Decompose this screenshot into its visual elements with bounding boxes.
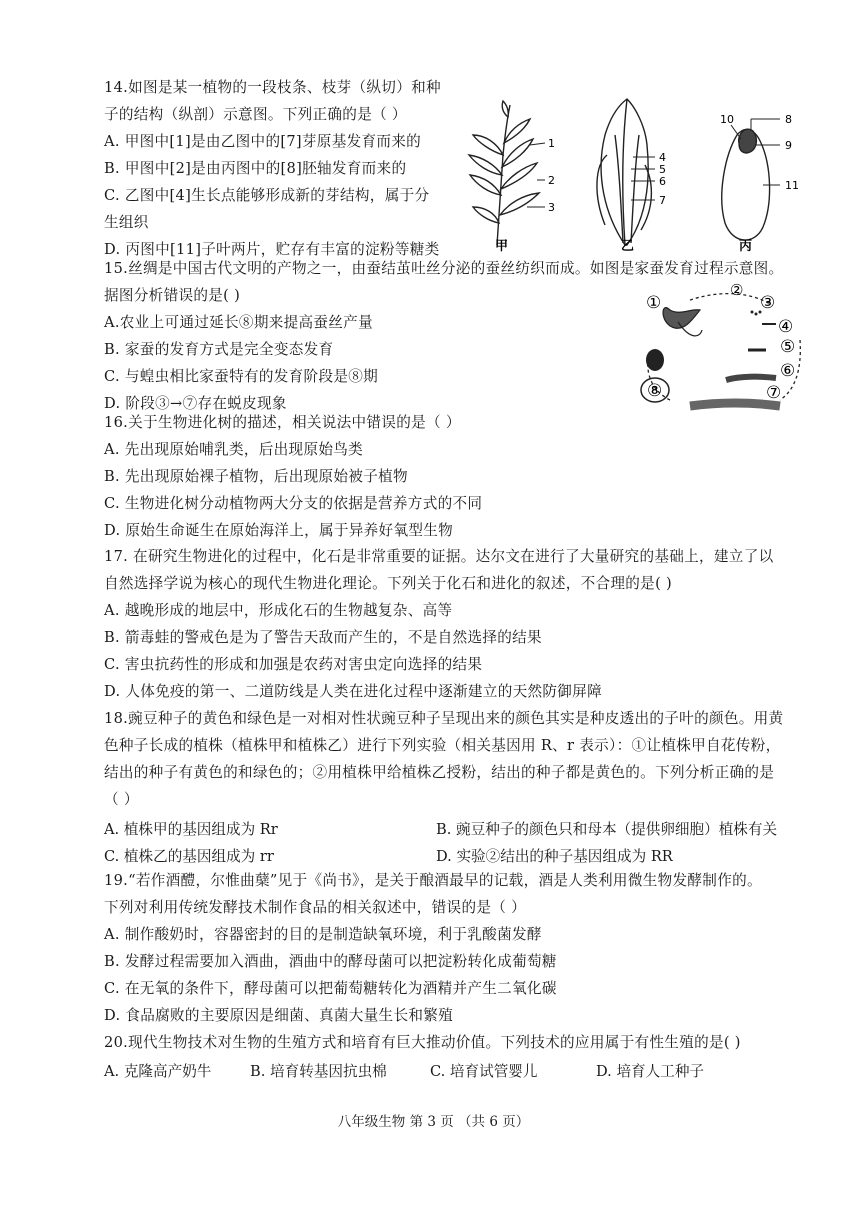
pupa-shape	[646, 349, 664, 371]
q14-figure	[455, 95, 855, 255]
silkworm-lifecycle-svg	[630, 280, 810, 420]
q19-stem-line1: 19.“若作酒醴，尔惟曲蘖”见于《尚书》，是关于酿酒最早的记载，酒是人类利用微生物发酵制作的。	[104, 872, 762, 889]
q20-option-d: D. 培育人工种子	[596, 1063, 705, 1080]
label-8: 8	[785, 113, 792, 126]
q19-stem-line2: 下列对利用传统发酵技术制作食品的相关叙述中，错误的是（ ）	[104, 899, 526, 916]
label-7: 7	[659, 194, 666, 207]
plant-diagram-svg	[455, 95, 855, 255]
label-3: 3	[548, 201, 555, 214]
q18-stem-line4: （ ）	[104, 791, 139, 808]
stage-4-label: ④	[778, 317, 794, 337]
q19-option-a: A. 制作酸奶时，容器密封的目的是制造缺氧环境，利于乳酸菌发酵	[104, 926, 542, 943]
q20-option-b: B. 培育转基因抗虫棉	[250, 1063, 387, 1080]
q15-stem-line1: 15.丝绸是中国古代文明的产物之一，由蚕结茧吐丝分泌的蚕丝纺织而成。如图是家蚕发育过程示意图。	[104, 260, 784, 277]
q15-stem-line2: 据图分析错误的是( )	[104, 287, 241, 304]
q17-option-d: D. 人体免疫的第一、二道防线是人类在进化过程中逐渐建立的天然防御屏障	[104, 683, 602, 700]
bud-section-drawing	[597, 99, 655, 245]
moth-drawing	[663, 308, 702, 336]
q17-stem-line1: 17. 在研究生物进化的过程中，化石是非常重要的证据。达尔文在进行了大量研究的基础上，建立了以	[104, 548, 774, 565]
stage-6-label: ⑥	[780, 361, 796, 381]
q15-option-c: C. 与蝗虫相比家蚕特有的发育阶段是⑧期	[104, 368, 379, 385]
caption-jia: 甲	[495, 239, 509, 254]
caption-yi: 乙	[621, 239, 635, 254]
q18-option-d: D. 实验②结出的种子基因组成为 RR	[436, 848, 673, 865]
q20-option-a: A. 克隆高产奶牛	[104, 1063, 212, 1080]
label-1: 1	[548, 137, 555, 150]
silkworm-lifecycle-figure	[630, 280, 810, 420]
q18-stem-line3: 结出的种子有黄色的和绿色的；②用植株甲给植株乙授粉，结出的种子都是黄色的。下列分析正确的是	[104, 764, 775, 781]
stage-3-label: ③	[760, 293, 776, 313]
stage-5-label: ⑤	[780, 337, 796, 357]
label-10: 10	[720, 113, 734, 126]
q17-option-a: A. 越晚形成的地层中，形成化石的生物越复杂、高等	[104, 602, 453, 619]
seed-drawing	[722, 119, 780, 240]
q19-option-c: C. 在无氧的条件下，酵母菌可以把葡萄糖转化为酒精并产生二氧化碳	[104, 980, 557, 997]
q18-option-a: A. 植株甲的基因组成为 Rr	[104, 821, 278, 838]
label-6: 6	[659, 175, 666, 188]
stage-7-label: ⑦	[766, 383, 782, 403]
q16-option-b: B. 先出现原始裸子植物，后出现原始被子植物	[104, 468, 408, 485]
q16-option-c: C. 生物进化树分动植物两大分支的依据是营养方式的不同	[104, 495, 483, 512]
page-footer: 八年级生物 第 3 页 （共 6 页）	[337, 1114, 530, 1130]
q17-stem-line2: 自然选择学说为核心的现代生物进化理论。下列关于化石和进化的叙述，不合理的是( )	[104, 575, 672, 592]
q15-option-a: A.农业上可通过延长⑧期来提高蚕丝产量	[104, 314, 373, 331]
q16-option-d: D. 原始生命诞生在原始海洋上，属于异养好氧型生物	[104, 522, 454, 539]
q14-option-c-line2: 生组织	[104, 214, 149, 231]
label-2: 2	[548, 174, 555, 187]
q17-option-c: C. 害虫抗药性的形成和加强是农药对害虫定向选择的结果	[104, 656, 483, 673]
stage-8-label: ⑧	[647, 381, 663, 401]
q18-stem-line2: 色种子长成的植株（植株甲和植株乙）进行下列实验（相关基因用 R、r 表示）：①让植株甲自花传粉，	[104, 737, 781, 754]
label-5: 5	[659, 163, 666, 176]
q19-option-b: B. 发酵过程需要加入酒曲，酒曲中的酵母菌可以把淀粉转化成葡萄糖	[104, 953, 557, 970]
q18-option-c: C. 植株乙的基因组成为 rr	[104, 848, 274, 865]
q20-option-c: C. 培育试管婴儿	[430, 1063, 538, 1080]
q14-option-b: B. 甲图中[2]是由丙图中的[8]胚轴发育而来的	[104, 160, 407, 177]
q17-option-b: B. 箭毒蛙的警戒色是为了警告天敌而产生的，不是自然选择的结果	[104, 629, 542, 646]
q14-stem-line2: 子的结构（纵剖）示意图。下列正确的是（ ）	[104, 106, 407, 123]
stage-2-label: ②	[730, 281, 744, 299]
q15-option-d: D. 阶段③→⑦存在蜕皮现象	[104, 395, 287, 412]
q18-option-b: B. 豌豆种子的颜色只和母本（提供卵细胞）植株有关	[436, 821, 778, 838]
q14-option-a: A. 甲图中[1]是由乙图中的[7]芽原基发育而来的	[104, 133, 422, 150]
label-11: 11	[785, 179, 799, 192]
q14-stem-line1: 14.如图是某一植物的一段枝条、枝芽（纵切）和种	[104, 79, 441, 96]
caption-bing: 丙	[739, 239, 753, 254]
branch-drawing	[469, 101, 545, 245]
label-9: 9	[785, 139, 792, 152]
q15-option-b: B. 家蚕的发育方式是完全变态发育	[104, 341, 334, 358]
q14-option-c-line1: C. 乙图中[4]生长点能够形成新的芽结构，属于分	[104, 187, 430, 204]
label-4: 4	[659, 151, 666, 164]
q16-option-a: A. 先出现原始哺乳类，后出现原始鸟类	[104, 441, 364, 458]
q16-stem: 16.关于生物进化树的描述，相关说法中错误的是（ ）	[104, 414, 461, 431]
q19-option-d: D. 食品腐败的主要原因是细菌、真菌大量生长和繁殖	[104, 1007, 454, 1024]
stage-1-label: ①	[646, 293, 662, 313]
q14-option-d: D. 丙图中[11]子叶两片，贮存有丰富的淀粉等糖类	[104, 241, 440, 258]
q18-stem-line1: 18.豌豆种子的黄色和绿色是一对相对性状豌豆种子呈现出来的颜色其实是种皮透出的子叶的颜色。用黄	[104, 710, 784, 727]
q20-stem: 20.现代生物技术对生物的生殖方式和培育有巨大推动价值。下列技术的应用属于有性生殖的是( )	[104, 1034, 741, 1051]
